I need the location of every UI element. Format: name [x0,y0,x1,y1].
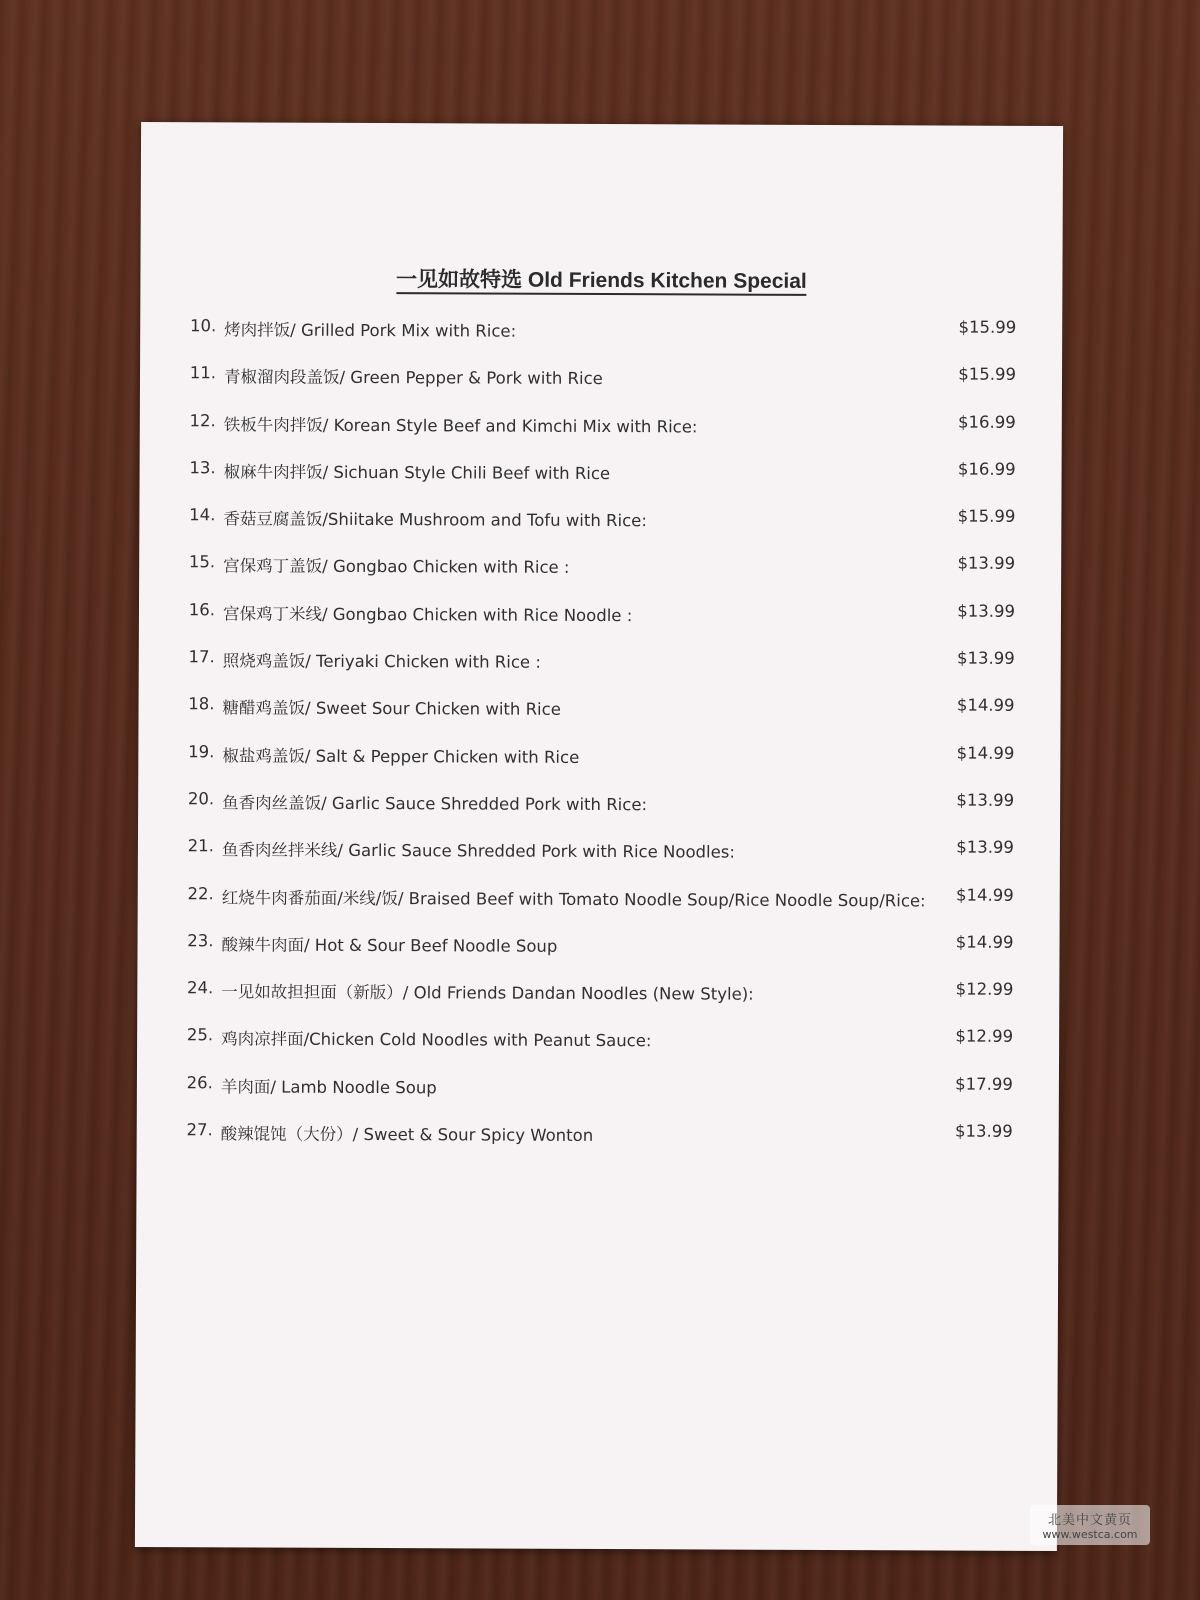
item-number: 26. [186,1072,213,1093]
item-name: 宫保鸡丁米线/ Gongbao Chicken with Rice Noodle : [222,604,633,625]
watermark-text: 北美中文黄页 [1047,1513,1132,1528]
item-name: 一见如故担担面（新版）/ Old Friends Dandan Noodles (New Style): [221,982,754,1004]
item-price: $16.99 [957,459,1016,479]
menu-item [178,785,1014,836]
menu-item [178,738,1014,789]
item-number: 19. [188,741,215,761]
menu-sheet [135,122,1063,1551]
item-name: 鱼香肉丝拌米线/ Garlic Sauce Shredded Pork with Rice Noodles: [221,840,735,862]
menu-item [177,1116,1013,1167]
menu-item [179,501,1015,552]
menu-item [180,359,1016,410]
item-name: 椒盐鸡盖饭/ Salt & Pepper Chicken with Rice [222,746,580,767]
menu-item [179,454,1015,505]
menu-item [177,1022,1013,1073]
item-number: 12. [189,410,216,430]
site-watermark [1030,1505,1150,1545]
item-price: $17.99 [955,1074,1013,1094]
item-name: 鸡肉凉拌面/Chicken Cold Noodles with Peanut Sauce: [221,1029,652,1051]
item-price: $13.99 [954,1121,1013,1141]
item-number: 23. [187,931,214,951]
item-name: 烤肉拌饭/ Grilled Pork Mix with Rice: [224,320,517,341]
menu-item [180,312,1016,363]
item-number: 18. [188,694,215,714]
item-name: 酸辣馄饨（大份）/ Sweet & Sour Spicy Wonton [220,1124,594,1146]
item-number: 10. [189,316,217,336]
item-name: 红烧牛肉番茄面/米线/饭/ Braised Beef with Tomato Noodle Soup/Rice Noodle Soup/Rice: [221,887,926,910]
item-number: 22. [187,883,214,903]
item-price: $12.99 [955,1027,1014,1047]
item-number: 20. [187,789,215,809]
item-name: 香菇豆腐盖饭/Shiitake Mushroom and Tofu with Rice: [223,509,647,531]
item-name: 鱼香肉丝盖饭/ Garlic Sauce Shredded Pork with Rice: [222,793,648,815]
item-number: 24. [187,978,214,998]
menu-item [177,1069,1013,1120]
item-price: $15.99 [958,317,1017,337]
item-price: $16.99 [958,412,1016,432]
item-name: 青椒溜肉段盖饭/ Green Pepper & Pork with Rice [223,367,603,389]
menu-item [177,927,1013,978]
item-number: 13. [189,458,216,478]
item-price: $15.99 [957,506,1016,527]
item-number: 14. [189,505,216,525]
item-name: 糖醋鸡盖饭/ Sweet Sour Chicken with Rice [222,698,561,720]
menu-item [177,974,1013,1025]
item-price: $14.99 [955,932,1014,952]
item-number: 11. [189,363,217,383]
menu-item [178,691,1014,742]
menu-item [179,643,1015,694]
item-price: $14.99 [955,885,1014,905]
item-price: $12.99 [955,979,1014,999]
item-number: 27. [186,1120,213,1140]
item-price: $13.99 [956,837,1014,858]
item-price: $13.99 [957,648,1015,668]
item-name: 酸辣牛肉面/ Hot & Sour Beef Noodle Soup [221,935,558,956]
menu-item [178,832,1014,883]
menu-item [178,880,1014,931]
watermark-url: www.westca.com [1042,1528,1138,1541]
item-number: 17. [188,647,215,667]
menu-item [180,407,1016,458]
item-price: $13.99 [956,790,1015,810]
item-name: 照烧鸡盖饭/ Teriyaki Chicken with Rice : [222,651,541,672]
item-number: 25. [186,1025,214,1045]
menu-list [177,312,1017,1167]
item-name: 椒麻牛肉拌饭/ Sichuan Style Chili Beef with Rice [223,462,611,483]
item-price: $15.99 [958,364,1017,385]
menu-item [179,596,1015,647]
item-name: 宫保鸡丁盖饭/ Gongbao Chicken with Rice : [223,556,570,578]
item-number: 21. [187,836,214,856]
item-number: 15. [188,552,216,572]
item-price: $14.99 [956,743,1015,763]
item-number: 16. [188,599,216,620]
item-price: $14.99 [956,695,1015,716]
item-price: $13.99 [957,601,1016,621]
item-name: 羊肉面/ Lamb Noodle Soup [220,1077,437,1098]
item-price: $13.99 [957,554,1016,574]
item-name: 铁板牛肉拌饭/ Korean Style Beef and Kimchi Mix with Rice: [223,414,698,437]
menu-title: 一见如故特选 Old Friends Kitchen Special [140,262,1062,296]
menu-item [179,549,1015,600]
